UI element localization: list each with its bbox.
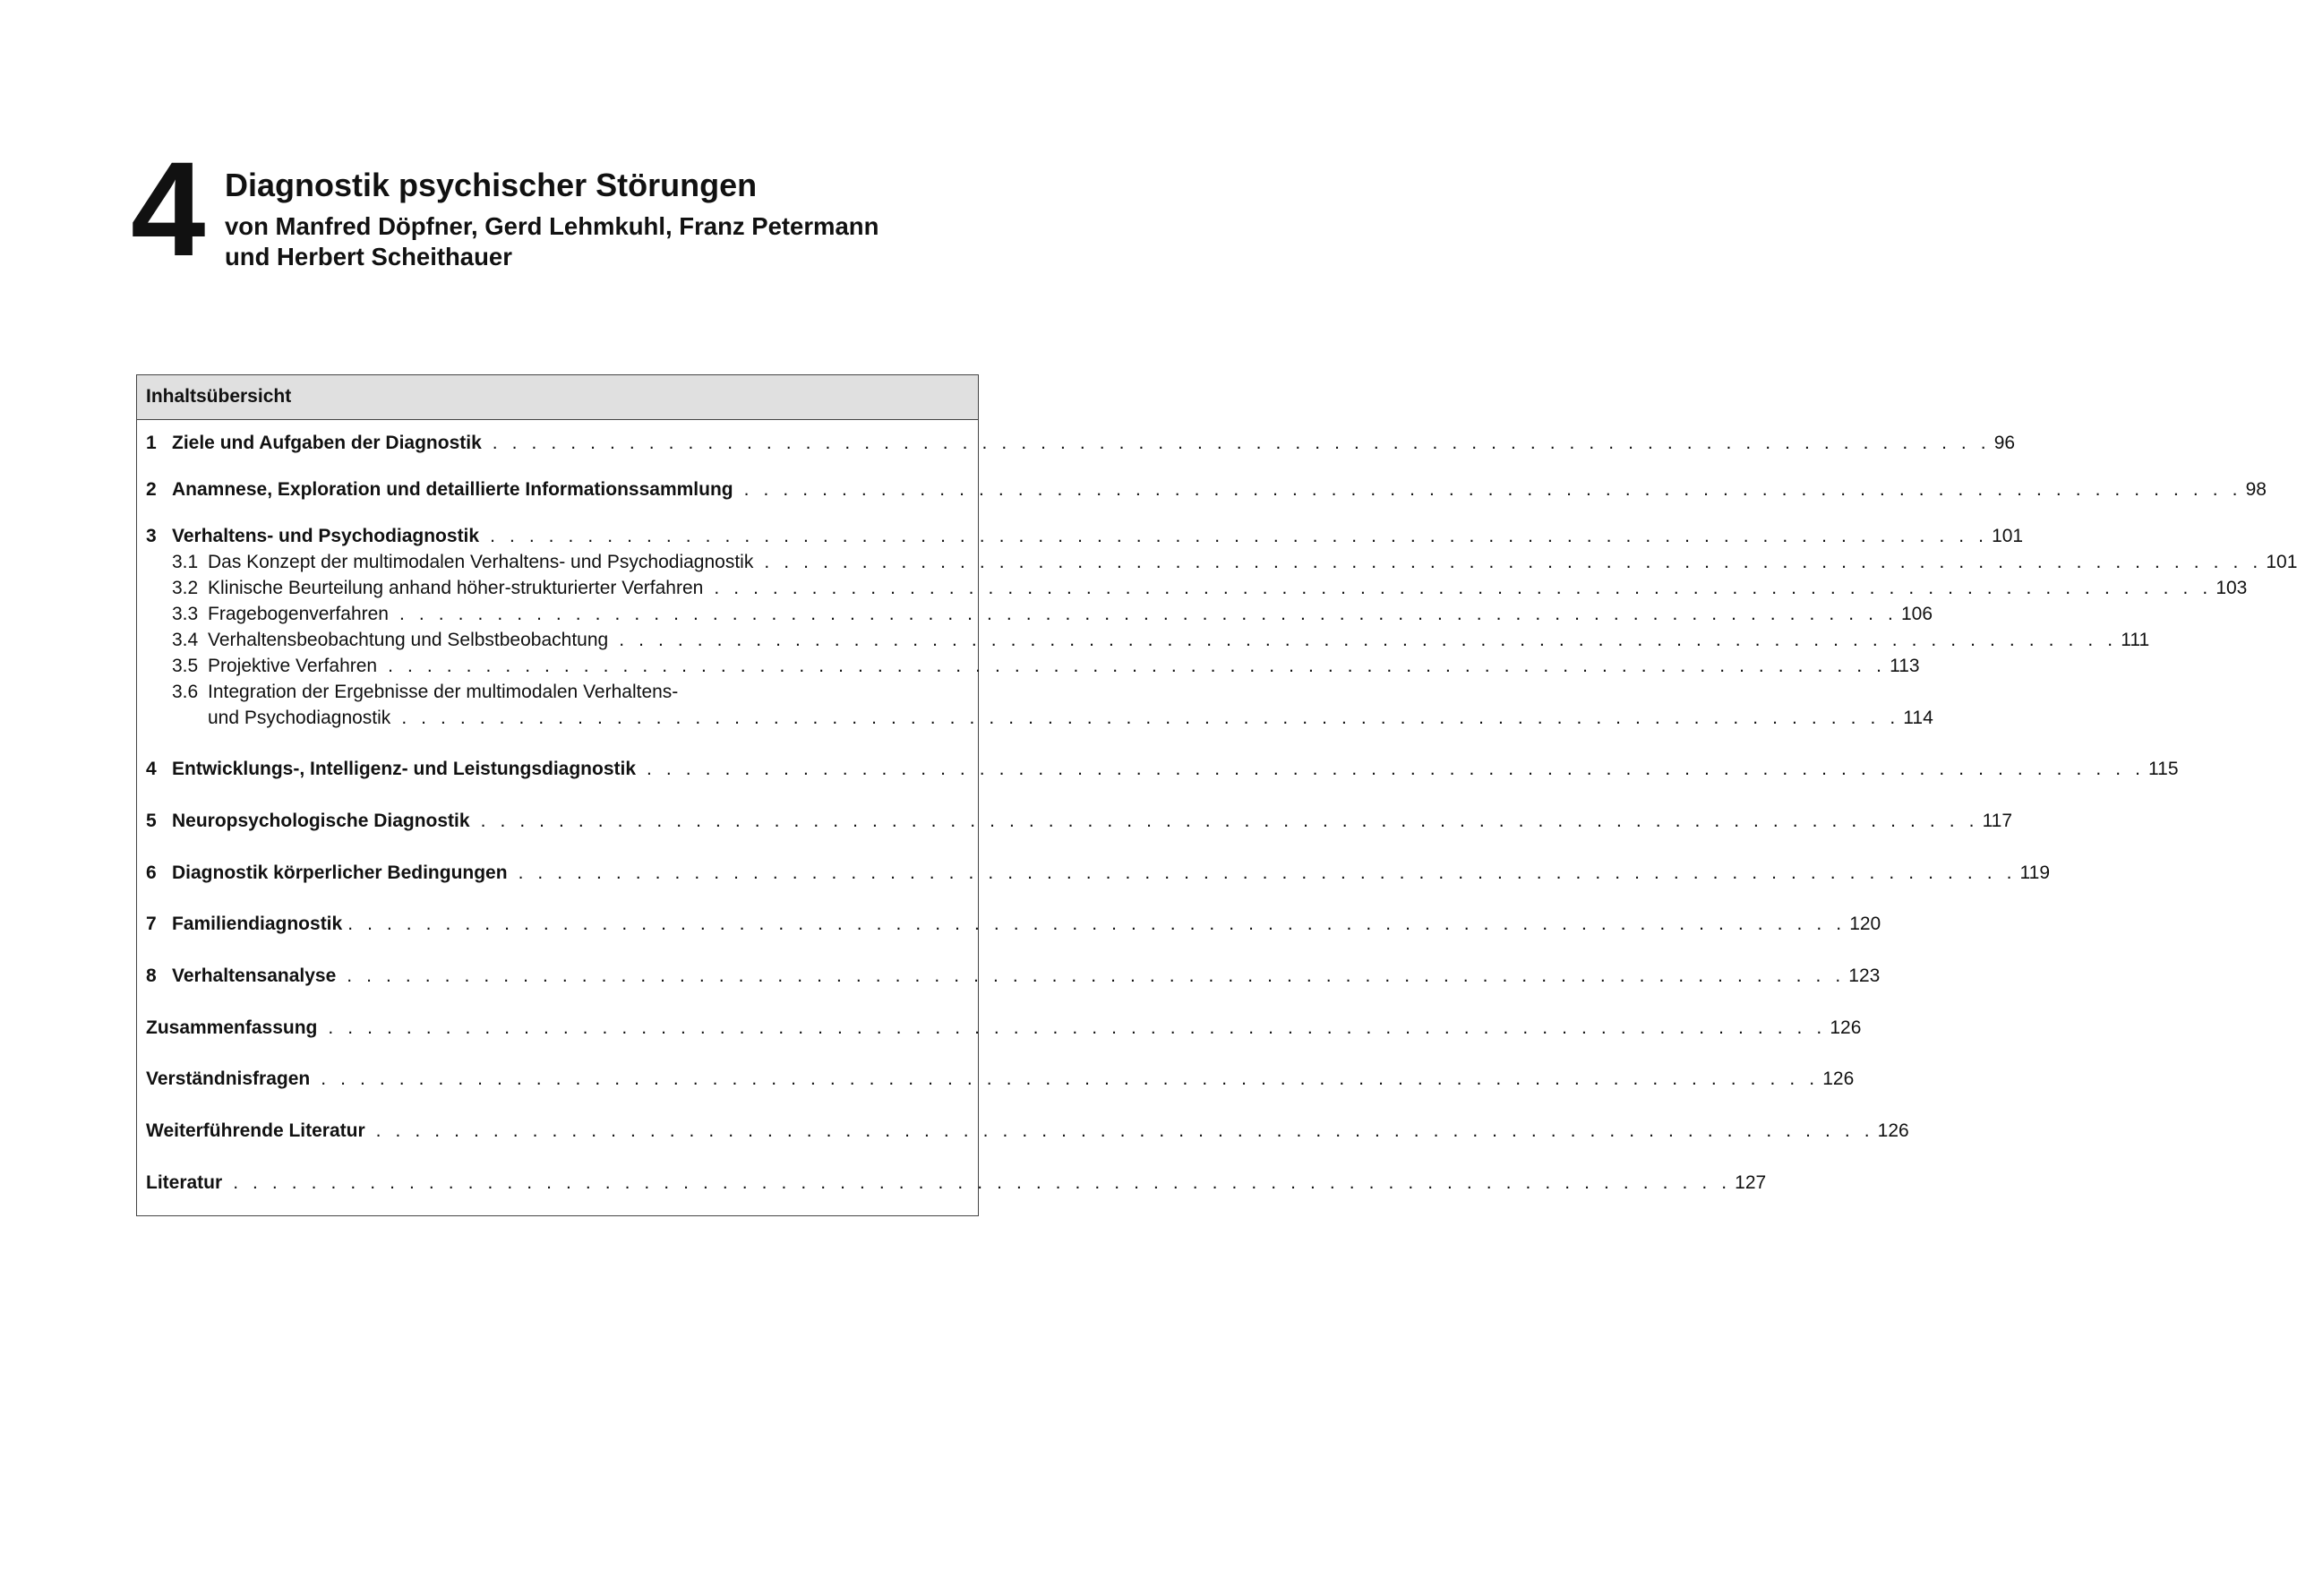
- toc-leader-dots: . . . . . . . . . . . . . . . . . . . . . . . . . . . . . . . . . . . . . . . . . . . . . . . . . . . . . . . . . . . . . . . . . . . . . . . . . . . . .: [518, 862, 2017, 883]
- toc-entry-number: 3.1: [172, 552, 199, 572]
- toc-heading: Inhaltsübersicht: [137, 375, 978, 420]
- toc-entry-4[interactable]: [146, 757, 2179, 782]
- toc-entry-number: 3.6: [172, 682, 199, 702]
- toc-entry-title: Anamnese, Exploration und detaillierte Informationssammlung: [172, 479, 733, 500]
- toc-entry-summary[interactable]: [146, 1016, 1862, 1041]
- toc-entry-number: 6: [146, 862, 157, 883]
- toc-entry-1[interactable]: [146, 431, 2016, 456]
- toc-entry-title: Familiendiagnostik: [172, 914, 343, 934]
- toc-entry-title: Das Konzept der multimodalen Verhaltens- und Psychodiagnostik: [208, 552, 754, 572]
- toc-entry-number: 5: [146, 811, 157, 831]
- toc-entry-title: Klinische Beurteilung anhand höher-strukturierter Verfahren: [208, 578, 704, 598]
- toc-entry-title: Literatur: [146, 1172, 223, 1193]
- toc-entry-page: 113: [1890, 656, 1920, 676]
- toc-entry-3[interactable]: [146, 524, 2024, 549]
- toc-entry-title-continuation: und Psychodiagnostik: [208, 708, 391, 728]
- toc-entry-number: 8: [146, 965, 157, 986]
- toc-entry-title: Weiterführende Literatur: [146, 1120, 365, 1141]
- toc-entry-page: 106: [1900, 604, 1933, 624]
- toc-entry-3-6[interactable]: [172, 680, 965, 705]
- toc-entry-title: Projektive Verfahren: [208, 656, 378, 676]
- toc-leader-dots: . . . . . . . . . . . . . . . . . . . . . . . . . . . . . . . . . . . . . . . . . . . . . . . . . . . . . . . . . . . . . . . . . . . . . . . . . . . . .: [328, 1017, 1827, 1038]
- toc-entry-5[interactable]: [146, 809, 2013, 834]
- toc-leader-dots: . . . . . . . . . . . . . . . . . . . . . . . . . . . . . . . . . . . . . . . . . . . . . . . . . . . . . . . . . . . . . . . . . . . . . . . . . . . . .: [714, 578, 2213, 598]
- toc-leader-dots: . . . . . . . . . . . . . . . . . . . . . . . . . . . . . . . . . . . . . . . . . . . . . . . . . . . . . . . . . . . . . . . . . . . . . . . . . . . . .: [401, 708, 1900, 728]
- toc-leader-dots: . . . . . . . . . . . . . . . . . . . . . . . . . . . . . . . . . . . . . . . . . . . . . . . . . . . . . . . . . . . . . . . . . . . . . . . . . . . . .: [233, 1172, 1732, 1193]
- toc-entry-page: 98: [2245, 479, 2267, 500]
- toc-leader-dots: . . . . . . . . . . . . . . . . . . . . . . . . . . . . . . . . . . . . . . . . . . . . . . . . . . . . . . . . . . . . . . . . . . . . . . . . . . . . .: [399, 604, 1898, 624]
- toc-entry-title: Entwicklungs-, Intelligenz- und Leistungsdiagnostik: [172, 759, 637, 779]
- toc-leader-dots: . . . . . . . . . . . . . . . . . . . . . . . . . . . . . . . . . . . . . . . . . . . . . . . . . . . . . . . . . . . . . . . . . . . . . . . . . . . . .: [347, 914, 1847, 934]
- table-of-contents: [136, 374, 2297, 1216]
- toc-entry-7[interactable]: [146, 912, 1881, 937]
- toc-entry-6[interactable]: [146, 861, 2051, 886]
- toc-entry-8[interactable]: [146, 964, 1881, 989]
- toc-entry-review-questions[interactable]: [146, 1067, 1855, 1092]
- toc-entry-number: 3.2: [172, 578, 199, 598]
- authors-line-1: von Manfred Döpfner, Gerd Lehmkuhl, Franz Petermann: [225, 212, 879, 240]
- toc-entry-page: 101: [2266, 552, 2297, 572]
- toc-entry-3-6-continuation[interactable]: [208, 706, 1933, 731]
- toc-entry-title: Diagnostik körperlicher Bedingungen: [172, 862, 508, 883]
- toc-entry-title: Neuropsychologische Diagnostik: [172, 811, 470, 831]
- toc-entry-3-1[interactable]: [172, 550, 2297, 575]
- toc-leader-dots: . . . . . . . . . . . . . . . . . . . . . . . . . . . . . . . . . . . . . . . . . . . . . . . . . . . . . . . . . . . . . . . . . . . . . . . . . . . . .: [321, 1068, 1820, 1089]
- toc-entry-page: 96: [1993, 433, 2016, 453]
- toc-entry-page: 127: [1735, 1172, 1767, 1193]
- toc-entry-page: 120: [1849, 914, 1881, 934]
- chapter-authors: [225, 211, 879, 272]
- toc-entry-3-2[interactable]: [172, 576, 2248, 601]
- toc-entry-number: 3: [146, 526, 157, 546]
- toc-leader-dots: . . . . . . . . . . . . . . . . . . . . . . . . . . . . . . . . . . . . . . . . . . . . . . . . . . . . . . . . . . . . . . . . . . . . . . . . . . . . .: [647, 759, 2146, 779]
- toc-entry-title: Fragebogenverfahren: [208, 604, 389, 624]
- toc-entry-2[interactable]: [146, 477, 2267, 502]
- toc-leader-dots: . . . . . . . . . . . . . . . . . . . . . . . . . . . . . . . . . . . . . . . . . . . . . . . . . . . . . . . . . . . . . . . . . . . . . . . . . . . . .: [375, 1120, 1874, 1141]
- toc-entry-page: 119: [2019, 862, 2051, 883]
- toc-entry-number: 7: [146, 914, 157, 934]
- toc-leader-dots: . . . . . . . . . . . . . . . . . . . . . . . . . . . . . . . . . . . . . . . . . . . . . . . . . . . . . . . . . . . . . . . . . . . . . . . . . . . . .: [492, 433, 1991, 453]
- toc-entry-title: Verständnisfragen: [146, 1068, 311, 1089]
- toc-entry-page: 111: [2121, 630, 2150, 650]
- toc-entry-page: 117: [1982, 811, 2013, 831]
- toc-leader-dots: . . . . . . . . . . . . . . . . . . . . . . . . . . . . . . . . . . . . . . . . . . . . . . . . . . . . . . . . . . . . . . . . . . . . . . . . . . . . .: [743, 479, 2242, 500]
- toc-entry-page: 114: [1903, 708, 1933, 728]
- toc-entry-page: 126: [1830, 1017, 1862, 1038]
- toc-entry-number: 3.3: [172, 604, 199, 624]
- chapter-title: Diagnostik psychischer Störungen: [225, 167, 758, 203]
- toc-entry-number: 2: [146, 479, 157, 500]
- toc-entry-title: Verhaltensbeobachtung und Selbstbeobachtung: [208, 630, 609, 650]
- toc-entry-further-reading[interactable]: [146, 1119, 1909, 1144]
- toc-entry-title: Integration der Ergebnisse der multimodalen Verhaltens-: [208, 682, 679, 702]
- toc-leader-dots: . . . . . . . . . . . . . . . . . . . . . . . . . . . . . . . . . . . . . . . . . . . . . . . . . . . . . . . . . . . . . . . . . . . . . . . . . . . . .: [347, 965, 1846, 986]
- toc-entry-3-5[interactable]: [172, 654, 1920, 679]
- toc-entry-page: 126: [1822, 1068, 1855, 1089]
- authors-line-2: und Herbert Scheithauer: [225, 243, 512, 270]
- toc-entry-page: 123: [1848, 965, 1881, 986]
- toc-leader-dots: . . . . . . . . . . . . . . . . . . . . . . . . . . . . . . . . . . . . . . . . . . . . . . . . . . . . . . . . . . . . . . . . . . . . . . . . . . . . .: [619, 630, 2118, 650]
- toc-leader-dots: . . . . . . . . . . . . . . . . . . . . . . . . . . . . . . . . . . . . . . . . . . . . . . . . . . . . . . . . . . . . . . . . . . . . . . . . . . . . .: [764, 552, 2263, 572]
- toc-entry-page: 115: [2148, 759, 2179, 779]
- toc-entry-page: 101: [1992, 526, 2024, 546]
- toc-entry-page: 103: [2216, 578, 2248, 598]
- toc-leader-dots: . . . . . . . . . . . . . . . . . . . . . . . . . . . . . . . . . . . . . . . . . . . . . . . . . . . . . . . . . . . . . . . . . . . . . . . . . . . . .: [480, 811, 1979, 831]
- toc-entry-number: 3.5: [172, 656, 199, 676]
- toc-entry-3-3[interactable]: [172, 602, 1933, 627]
- toc-entry-number: 4: [146, 759, 157, 779]
- toc-leader-dots: . . . . . . . . . . . . . . . . . . . . . . . . . . . . . . . . . . . . . . . . . . . . . . . . . . . . . . . . . . . . . . . . . . . . . . . . . . . . .: [490, 526, 1989, 546]
- toc-entry-title: Ziele und Aufgaben der Diagnostik: [172, 433, 482, 453]
- toc-entry-number: 1: [146, 433, 157, 453]
- chapter-number: 4: [131, 133, 202, 284]
- toc-entry-title: Verhaltens- und Psychodiagnostik: [172, 526, 480, 546]
- toc-entry-number: 3.4: [172, 630, 199, 650]
- toc-leader-dots: . . . . . . . . . . . . . . . . . . . . . . . . . . . . . . . . . . . . . . . . . . . . . . . . . . . . . . . . . . . . . . . . . . . . . . . . . . . . .: [388, 656, 1887, 676]
- toc-entry-title: Verhaltensanalyse: [172, 965, 337, 986]
- toc-entry-3-4[interactable]: [172, 628, 2150, 653]
- toc-entry-title: Zusammenfassung: [146, 1017, 318, 1038]
- toc-entry-literature[interactable]: [146, 1171, 1767, 1196]
- toc-entry-page: 126: [1877, 1120, 1909, 1141]
